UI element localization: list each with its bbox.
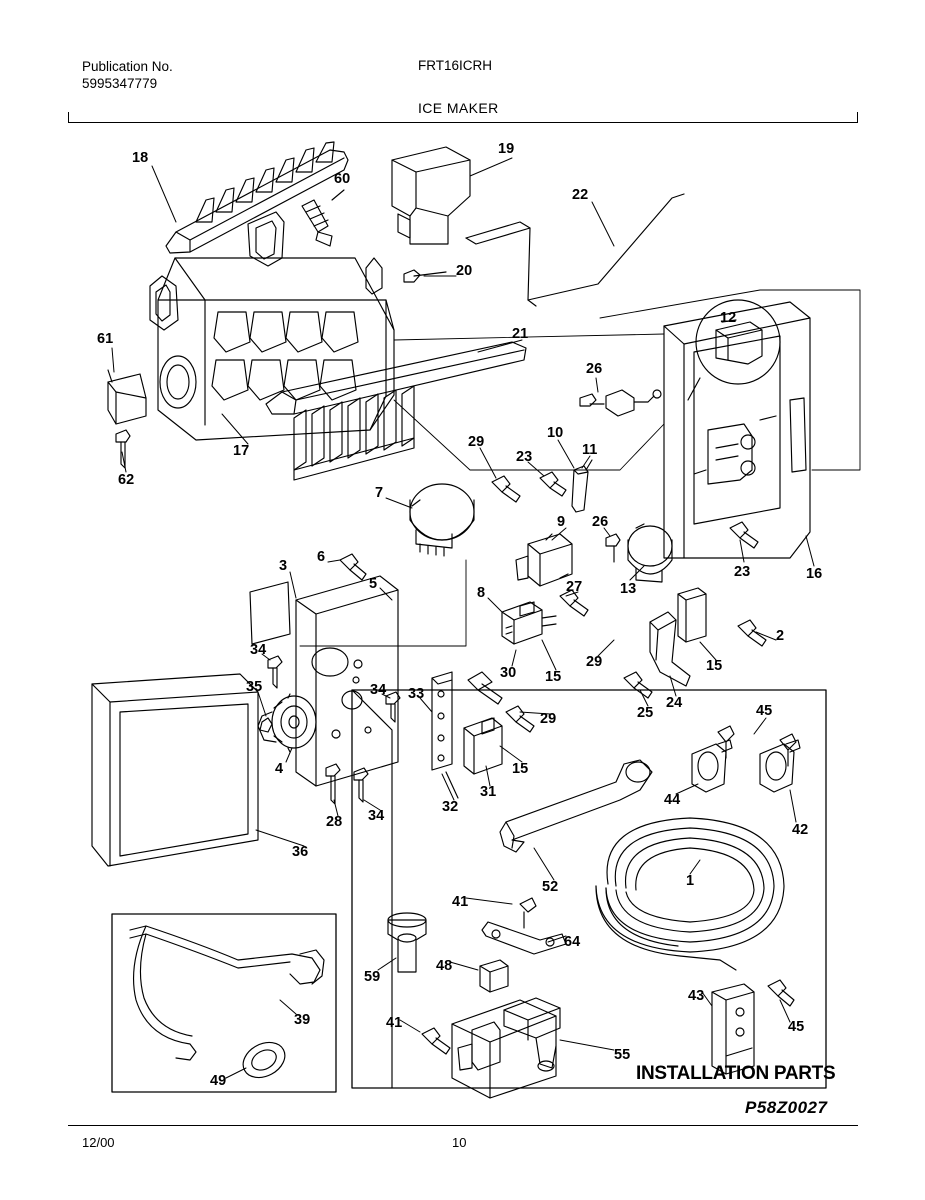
callout-29-mid: 29 — [586, 654, 603, 670]
callout-49: 49 — [210, 1073, 227, 1089]
part-2-screw — [738, 620, 766, 646]
callout-55: 55 — [614, 1047, 631, 1063]
part-23-screw-upper — [540, 472, 566, 496]
diagram-code: P58Z0027 — [745, 1098, 828, 1117]
callout-34-c: 34 — [368, 808, 385, 824]
part-61-bracket — [108, 370, 146, 424]
callout-61: 61 — [97, 331, 114, 347]
part-20-screw — [404, 270, 446, 282]
callout-6: 6 — [317, 549, 326, 565]
callout-35: 35 — [246, 679, 263, 695]
model-number: FRT16ICRH — [418, 58, 493, 73]
part-12-detail-bubble — [696, 300, 780, 384]
part-21-ejector-rake — [266, 342, 526, 480]
callout-45-a: 45 — [756, 703, 773, 719]
part-44-clamp — [692, 740, 732, 792]
callout-31: 31 — [480, 784, 497, 800]
part-6-screw — [340, 554, 366, 580]
part-42-clamp — [760, 740, 800, 792]
header-rule — [68, 122, 858, 123]
part-7-motor — [410, 484, 474, 556]
callout-41-a: 41 — [452, 894, 469, 910]
publication-block — [82, 58, 173, 92]
callout-11: 11 — [582, 442, 598, 458]
part-48-fitting — [480, 960, 508, 992]
part-34-screw-a — [268, 656, 282, 688]
callout-34-a: 34 — [250, 642, 267, 658]
publication-label: Publication No. — [82, 59, 173, 74]
part-55-water-valve — [452, 998, 560, 1098]
part-43-bracket — [712, 984, 754, 1074]
part-29-screw-upper — [492, 476, 520, 502]
callout-15-b: 15 — [706, 658, 723, 674]
callout-34-b: 34 — [370, 682, 387, 698]
callout-52: 52 — [542, 879, 559, 895]
callout-15-a: 15 — [545, 669, 562, 685]
part-49-seal-ring — [237, 1036, 291, 1085]
header-rule-left-tick — [68, 112, 69, 123]
callout-64: 64 — [564, 934, 581, 950]
part-8-switch — [502, 602, 556, 644]
callout-26-upper: 26 — [586, 361, 603, 377]
part-41-screw-upper — [520, 898, 536, 928]
callout-62: 62 — [118, 472, 135, 488]
publication-number: 5995347779 — [82, 76, 158, 91]
part-32-leader — [446, 772, 458, 798]
callout-7: 7 — [375, 485, 384, 501]
callout-12: 12 — [720, 310, 737, 326]
callout-18: 18 — [132, 150, 149, 166]
part-5-mounting-plate — [296, 576, 398, 786]
callout-10: 10 — [547, 425, 564, 441]
part-34-screw-c — [354, 768, 368, 802]
callout-4: 4 — [275, 761, 284, 777]
part-36-ice-bin — [92, 674, 258, 866]
callout-60: 60 — [334, 171, 351, 187]
callout-44: 44 — [664, 792, 681, 808]
callout-19: 19 — [498, 141, 515, 157]
footer-rule — [68, 1125, 858, 1126]
inset-panel — [112, 914, 336, 1092]
callout-5: 5 — [369, 576, 378, 592]
part-26-connector-upper — [580, 390, 661, 416]
callout-28: 28 — [326, 814, 343, 830]
part-39-water-line — [130, 926, 324, 1060]
part-15-switch-right — [678, 588, 706, 642]
part-1-water-tubing — [596, 818, 784, 970]
callout-36: 36 — [292, 844, 309, 860]
part-23-screw-right — [730, 522, 758, 548]
callout-48: 48 — [436, 958, 453, 974]
callout-30: 30 — [500, 665, 517, 681]
footer-date: 12/00 — [82, 1135, 115, 1150]
part-45-screw-upper — [718, 726, 796, 766]
part-45-screw-lower — [768, 980, 794, 1006]
callout-33: 33 — [408, 686, 425, 702]
part-18-ice-stripper — [150, 142, 351, 330]
part-10-part — [572, 466, 588, 512]
callout-17: 17 — [233, 443, 250, 459]
part-29-screw-lower — [506, 706, 534, 732]
callout-9: 9 — [557, 514, 566, 530]
part-19-fill-cup — [392, 147, 470, 244]
callout-59: 59 — [364, 969, 381, 985]
part-28-screw — [326, 764, 340, 804]
callout-42: 42 — [792, 822, 809, 838]
part-11-leader — [586, 460, 592, 470]
callout-21: 21 — [512, 326, 529, 342]
callout-26-lower: 26 — [592, 514, 609, 530]
part-16-module-housing — [664, 302, 810, 558]
callout-1: 1 — [686, 873, 695, 889]
part-13-cam — [628, 524, 672, 582]
part-22-fill-tube — [466, 194, 684, 306]
part-59-grommet — [388, 913, 426, 972]
callout-8: 8 — [477, 585, 486, 601]
callout-25: 25 — [637, 705, 654, 721]
callout-20: 20 — [456, 263, 473, 279]
part-4-auger-gear — [258, 694, 316, 752]
part-31-bracket-lower — [464, 718, 502, 774]
part-26-connector-lower — [606, 534, 620, 562]
section-title: ICE MAKER — [418, 100, 499, 116]
callout-45-b: 45 — [788, 1019, 805, 1035]
installation-parts-label: INSTALLATION PARTS — [636, 1063, 836, 1084]
callout-39: 39 — [294, 1012, 311, 1028]
callout-23-right: 23 — [734, 564, 751, 580]
callout-41-b: 41 — [386, 1015, 403, 1031]
header-rule-right-tick — [857, 112, 858, 123]
part-3-gasket — [250, 582, 290, 644]
callout-13: 13 — [620, 581, 637, 597]
callout-29-lower: 29 — [540, 711, 557, 727]
part-60-screw — [302, 190, 344, 246]
part-9-solenoid — [516, 534, 572, 586]
callout-29-upper: 29 — [468, 434, 485, 450]
part-30-pin — [468, 672, 502, 704]
callout-15-c: 15 — [512, 761, 529, 777]
leader-12a — [688, 378, 700, 400]
part-41-screw-lower — [422, 1028, 450, 1054]
callout-24: 24 — [666, 695, 683, 711]
part-25-screw — [624, 672, 652, 698]
part-62-screw — [116, 430, 130, 468]
callout-23-upper: 23 — [516, 449, 533, 465]
callout-43: 43 — [688, 988, 705, 1004]
callout-3: 3 — [279, 558, 288, 574]
part-64-bracket — [482, 922, 566, 954]
part-34-screw-b — [386, 692, 400, 722]
callout-27: 27 — [566, 579, 583, 595]
part-24-lever — [650, 612, 690, 686]
part-33-bracket — [432, 672, 452, 770]
callout-2: 2 — [776, 628, 785, 644]
callout-22: 22 — [572, 187, 589, 203]
callout-16: 16 — [806, 566, 823, 582]
footer-page-number: 10 — [452, 1135, 467, 1150]
installation-parts-panel — [352, 690, 826, 1088]
part-17-ice-mold — [158, 258, 394, 440]
callout-32: 32 — [442, 799, 459, 815]
